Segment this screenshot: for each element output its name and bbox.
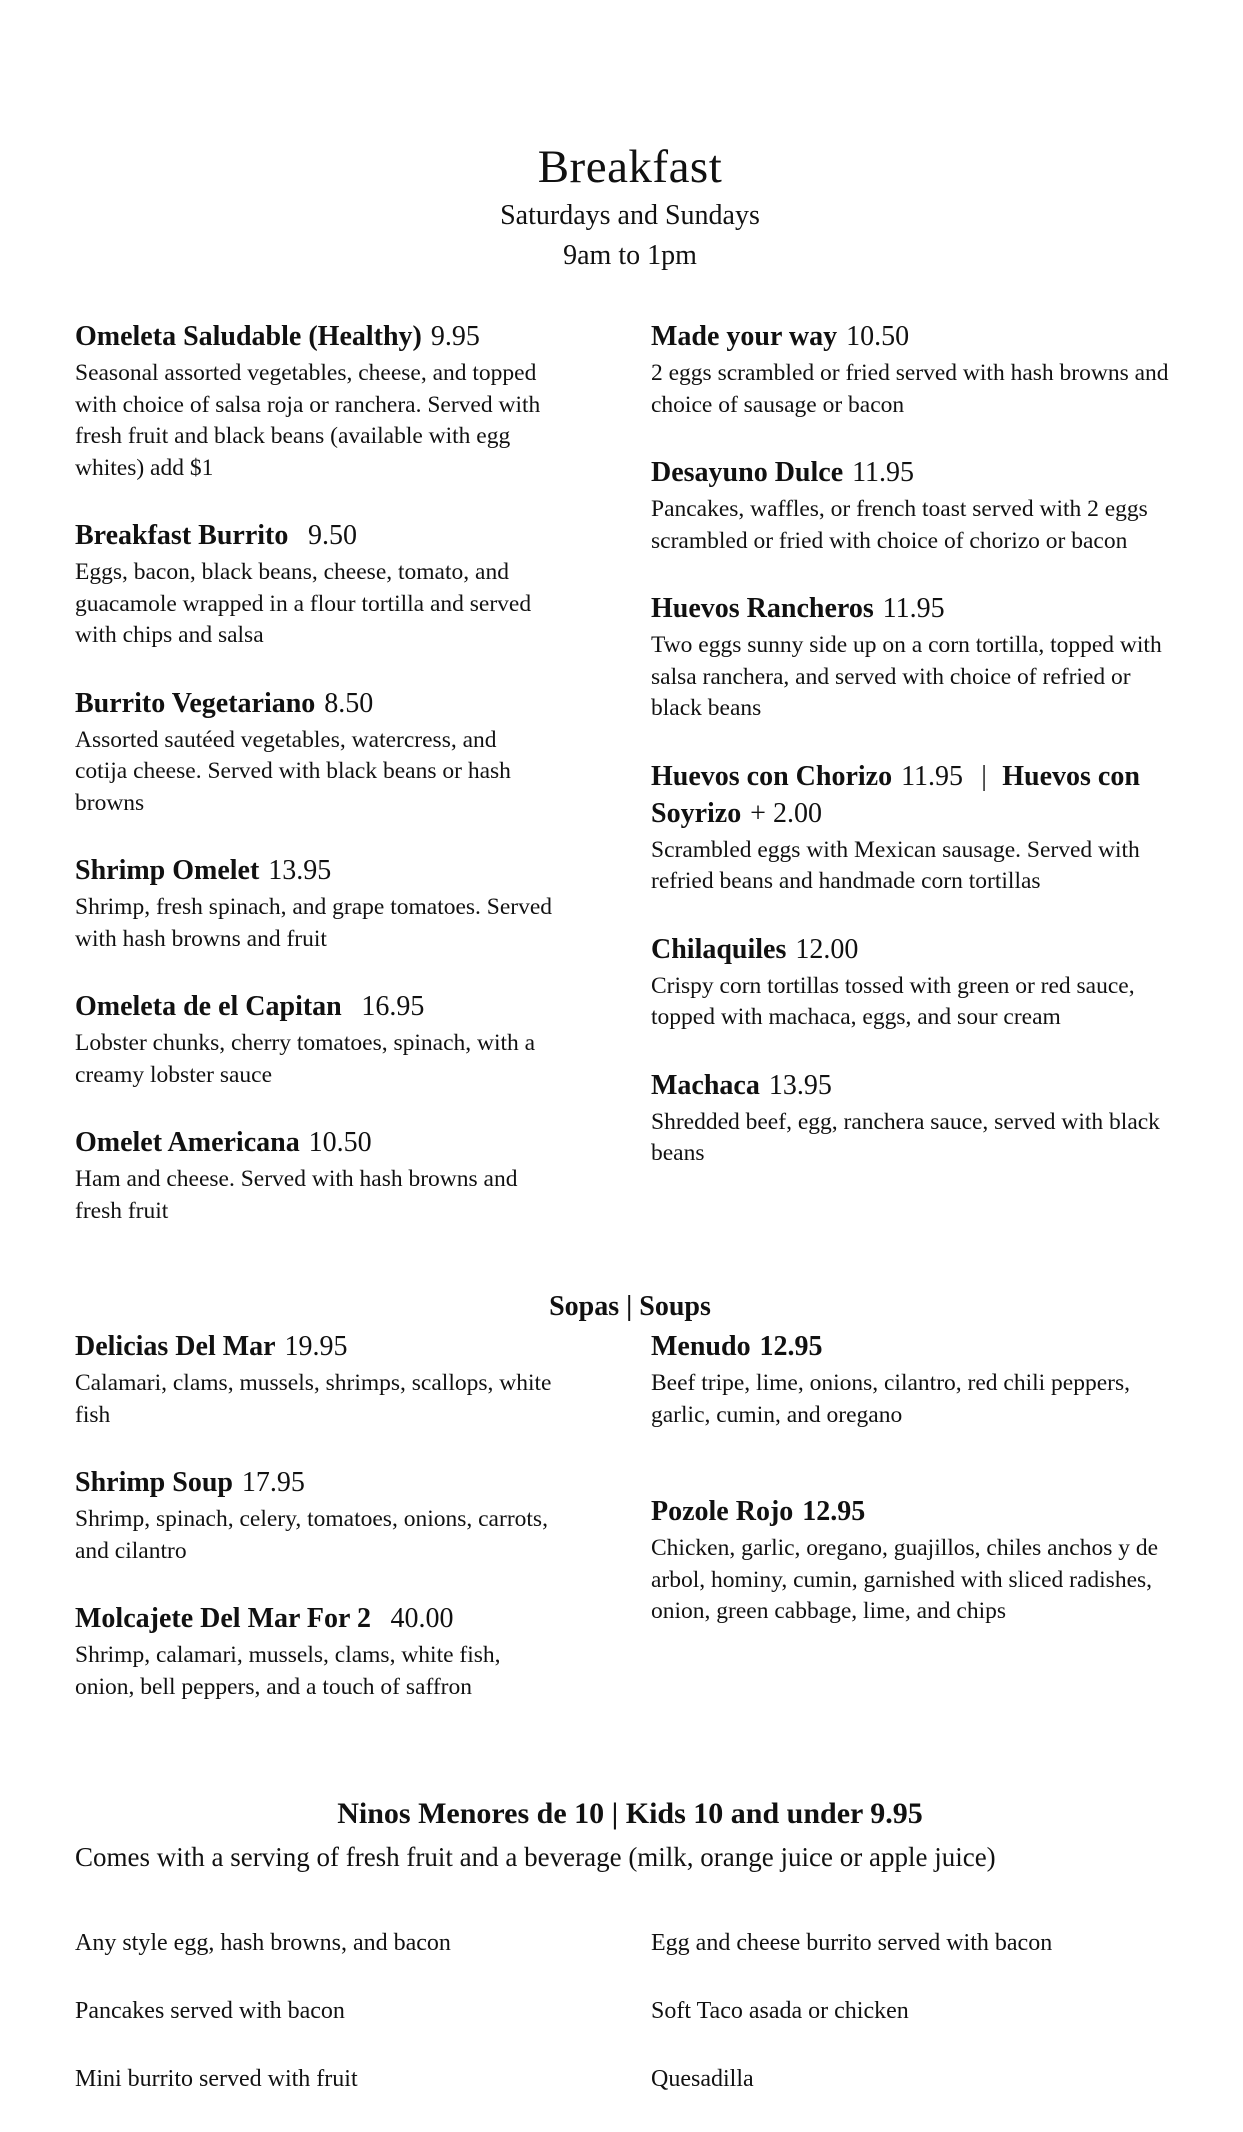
menu-item-omeleta-capitan [75,988,553,1091]
item-price: 12.95 [759,1331,823,1362]
item-name: Chilaquiles [651,933,787,965]
item-name: Delicias Del Mar [75,1331,276,1362]
item-description: Assorted sautéed vegetables, watercress, and cotija cheese. Served with black beans or hash browns [75,726,511,816]
soups-left-column [75,1328,553,1736]
item-title [75,685,553,722]
soups-section [75,1288,1185,1736]
item-price: 12.95 [802,1496,866,1527]
item-price: 12.00 [795,933,859,965]
item-description: Ham and cheese. Served with hash browns and fresh fruit [75,1166,518,1224]
item-name: Omeleta de el Capitan [75,991,342,1022]
kids-section [75,1794,1185,2132]
item-name-alt: Huevos con Soyrizo [651,760,1140,829]
item-price: 11.95 [882,593,945,624]
soups-right-column [651,1328,1185,1661]
menu-item-shrimp-omelet [75,852,553,955]
item-price: 9.50 [307,520,357,551]
item-price: 11.95 [852,457,915,488]
item-name: Shrimp Omelet [75,855,260,886]
item-title [75,1464,553,1501]
item-description: Shrimp, fresh spinach, and grape tomatoes. Served with hash browns and fruit [75,894,553,952]
item-name: Huevos con Chorizo [651,760,893,792]
item-title [651,590,1185,627]
kids-item-mini-burrito: Mini burrito served with fruit [75,2066,358,2092]
breakfast-right-column [651,318,1185,1203]
item-name: Omeleta Saludable (Healthy) [75,321,422,352]
kids-item-soft-taco: Soft Taco asada or chicken [651,1998,909,2024]
item-name: Pozole Rojo [651,1496,794,1527]
item-title [75,988,553,1025]
menu-item-breakfast-burrito [75,517,553,652]
kids-subtitle: Comes with a serving of fresh fruit and a beverage (milk, orange juice or apple juice) [75,1842,996,1872]
menu-item-huevos-rancheros [651,590,1185,725]
menu-item-omeleta-saludable [75,318,553,484]
menu-header [75,0,1185,276]
item-title [651,758,1185,832]
item-name: Desayuno Dulce [651,457,844,488]
item-description: Shredded beef, egg, ranchera sauce, served with black beans [651,1108,1160,1166]
subtitle-days: Saturdays and Sundays [500,200,760,231]
item-name: Omelet Americana [75,1127,300,1158]
subtitle-hours: 9am to 1pm [563,240,697,271]
item-price: 16.95 [361,991,425,1022]
item-title [75,318,553,355]
item-description: Seasonal assorted vegetables, cheese, and topped with choice of salsa roja or ranchera. Served with fresh fruit and black beans (available with egg whites) add $1 [75,360,541,481]
menu-item-menudo [651,1328,1185,1431]
item-description: Two eggs sunny side up on a corn tortilla, topped with salsa ranchera, and served with choice of refried or black beans [651,632,1162,721]
item-title [75,1328,553,1365]
item-description: Beef tripe, lime, onions, cilantro, red chili peppers, garlic, cumin, and oregano [651,1370,1130,1428]
kids-left-column [75,1928,553,2132]
breakfast-section [75,318,1185,1260]
item-description: Calamari, clams, mussels, shrimps, scallops, white fish [75,1370,552,1428]
menu-item-made-your-way [651,318,1185,421]
item-title [75,517,553,554]
item-description: Crispy corn tortillas tossed with green or red sauce, topped with machaca, eggs, and sour cream [651,972,1135,1030]
item-price: 40.00 [390,1603,454,1634]
item-name: Shrimp Soup [75,1467,233,1498]
menu-item-shrimp-soup [75,1464,553,1567]
item-description: Scrambled eggs with Mexican sausage. Served with refried beans and handmade corn tortillas [651,836,1140,894]
item-title [651,1493,1185,1530]
menu-item-machaca [651,1067,1185,1170]
item-title [75,1124,553,1161]
item-price: 17.95 [241,1467,305,1498]
menu-item-omelet-americana [75,1124,553,1227]
item-price: 10.50 [308,1127,372,1158]
item-title [651,931,1185,968]
item-description: 2 eggs scrambled or fried served with hash browns and choice of sausage or bacon [651,360,1169,418]
item-separator: | [981,760,987,792]
item-title [75,1600,553,1637]
item-title [651,318,1185,355]
item-description: Eggs, bacon, black beans, cheese, tomato, and guacamole wrapped in a flour tortilla and served with chips and salsa [75,559,532,648]
item-price: 8.50 [324,687,374,719]
kids-item-egg-cheese-burrito: Egg and cheese burrito served with bacon [651,1930,1053,1956]
item-name: Huevos Rancheros [651,593,874,624]
soups-heading: Sopas | Soups [549,1291,711,1322]
item-description: Shrimp, spinach, celery, tomatoes, onions, carrots, and cilantro [75,1506,548,1564]
item-name: Molcajete Del Mar For 2 [75,1603,371,1634]
menu-item-desayuno-dulce [651,454,1185,557]
item-price: 9.95 [430,321,480,352]
item-description: Lobster chunks, cherry tomatoes, spinach, with a creamy lobster sauce [75,1030,536,1088]
kids-item-any-style-egg: Any style egg, hash browns, and bacon [75,1930,451,1956]
kids-item-pancakes: Pancakes served with bacon [75,1998,345,2024]
page-title: Breakfast [537,141,723,193]
item-name: Breakfast Burrito [75,520,289,551]
kids-heading: Ninos Menores de 10 | Kids 10 and under 9.95 [337,1797,923,1830]
item-price: 13.95 [268,855,332,886]
kids-item-quesadilla: Quesadilla [651,2066,754,2092]
item-name: Menudo [651,1331,751,1362]
item-price-alt: + 2.00 [750,797,822,829]
item-price: 10.50 [846,321,910,352]
item-description: Pancakes, waffles, or french toast served with 2 eggs scrambled or fried with choice of chorizo or bacon [651,496,1148,554]
item-name: Burrito Vegetariano [75,687,316,719]
item-description: Shrimp, calamari, mussels, clams, white fish, onion, bell peppers, and a touch of saffron [75,1642,501,1700]
kids-grid [75,1928,1185,2132]
breakfast-left-column [75,318,553,1260]
item-title [75,852,553,889]
item-price: 19.95 [284,1331,348,1362]
menu-item-delicias-del-mar [75,1328,553,1431]
item-price: 13.95 [768,1069,832,1101]
item-name: Made your way [651,321,838,352]
item-title [651,1328,1185,1365]
kids-right-column [651,1928,1185,2132]
item-price: 11.95 [901,760,964,792]
menu-item-chilaquiles [651,931,1185,1034]
item-title [651,454,1185,491]
item-title [651,1067,1185,1104]
menu-item-huevos-con-chorizo [651,758,1185,898]
menu-item-burrito-vegetariano [75,685,553,820]
menu-item-molcajete-del-mar [75,1600,553,1703]
soups-grid [75,1328,1185,1736]
item-description: Chicken, garlic, oregano, guajillos, chiles anchos y de arbol, hominy, cumin, garnished with sliced radishes, onion, green cabbage, lime, and chips [651,1535,1159,1624]
menu-item-pozole-rojo [651,1493,1185,1628]
item-name: Machaca [651,1069,760,1101]
